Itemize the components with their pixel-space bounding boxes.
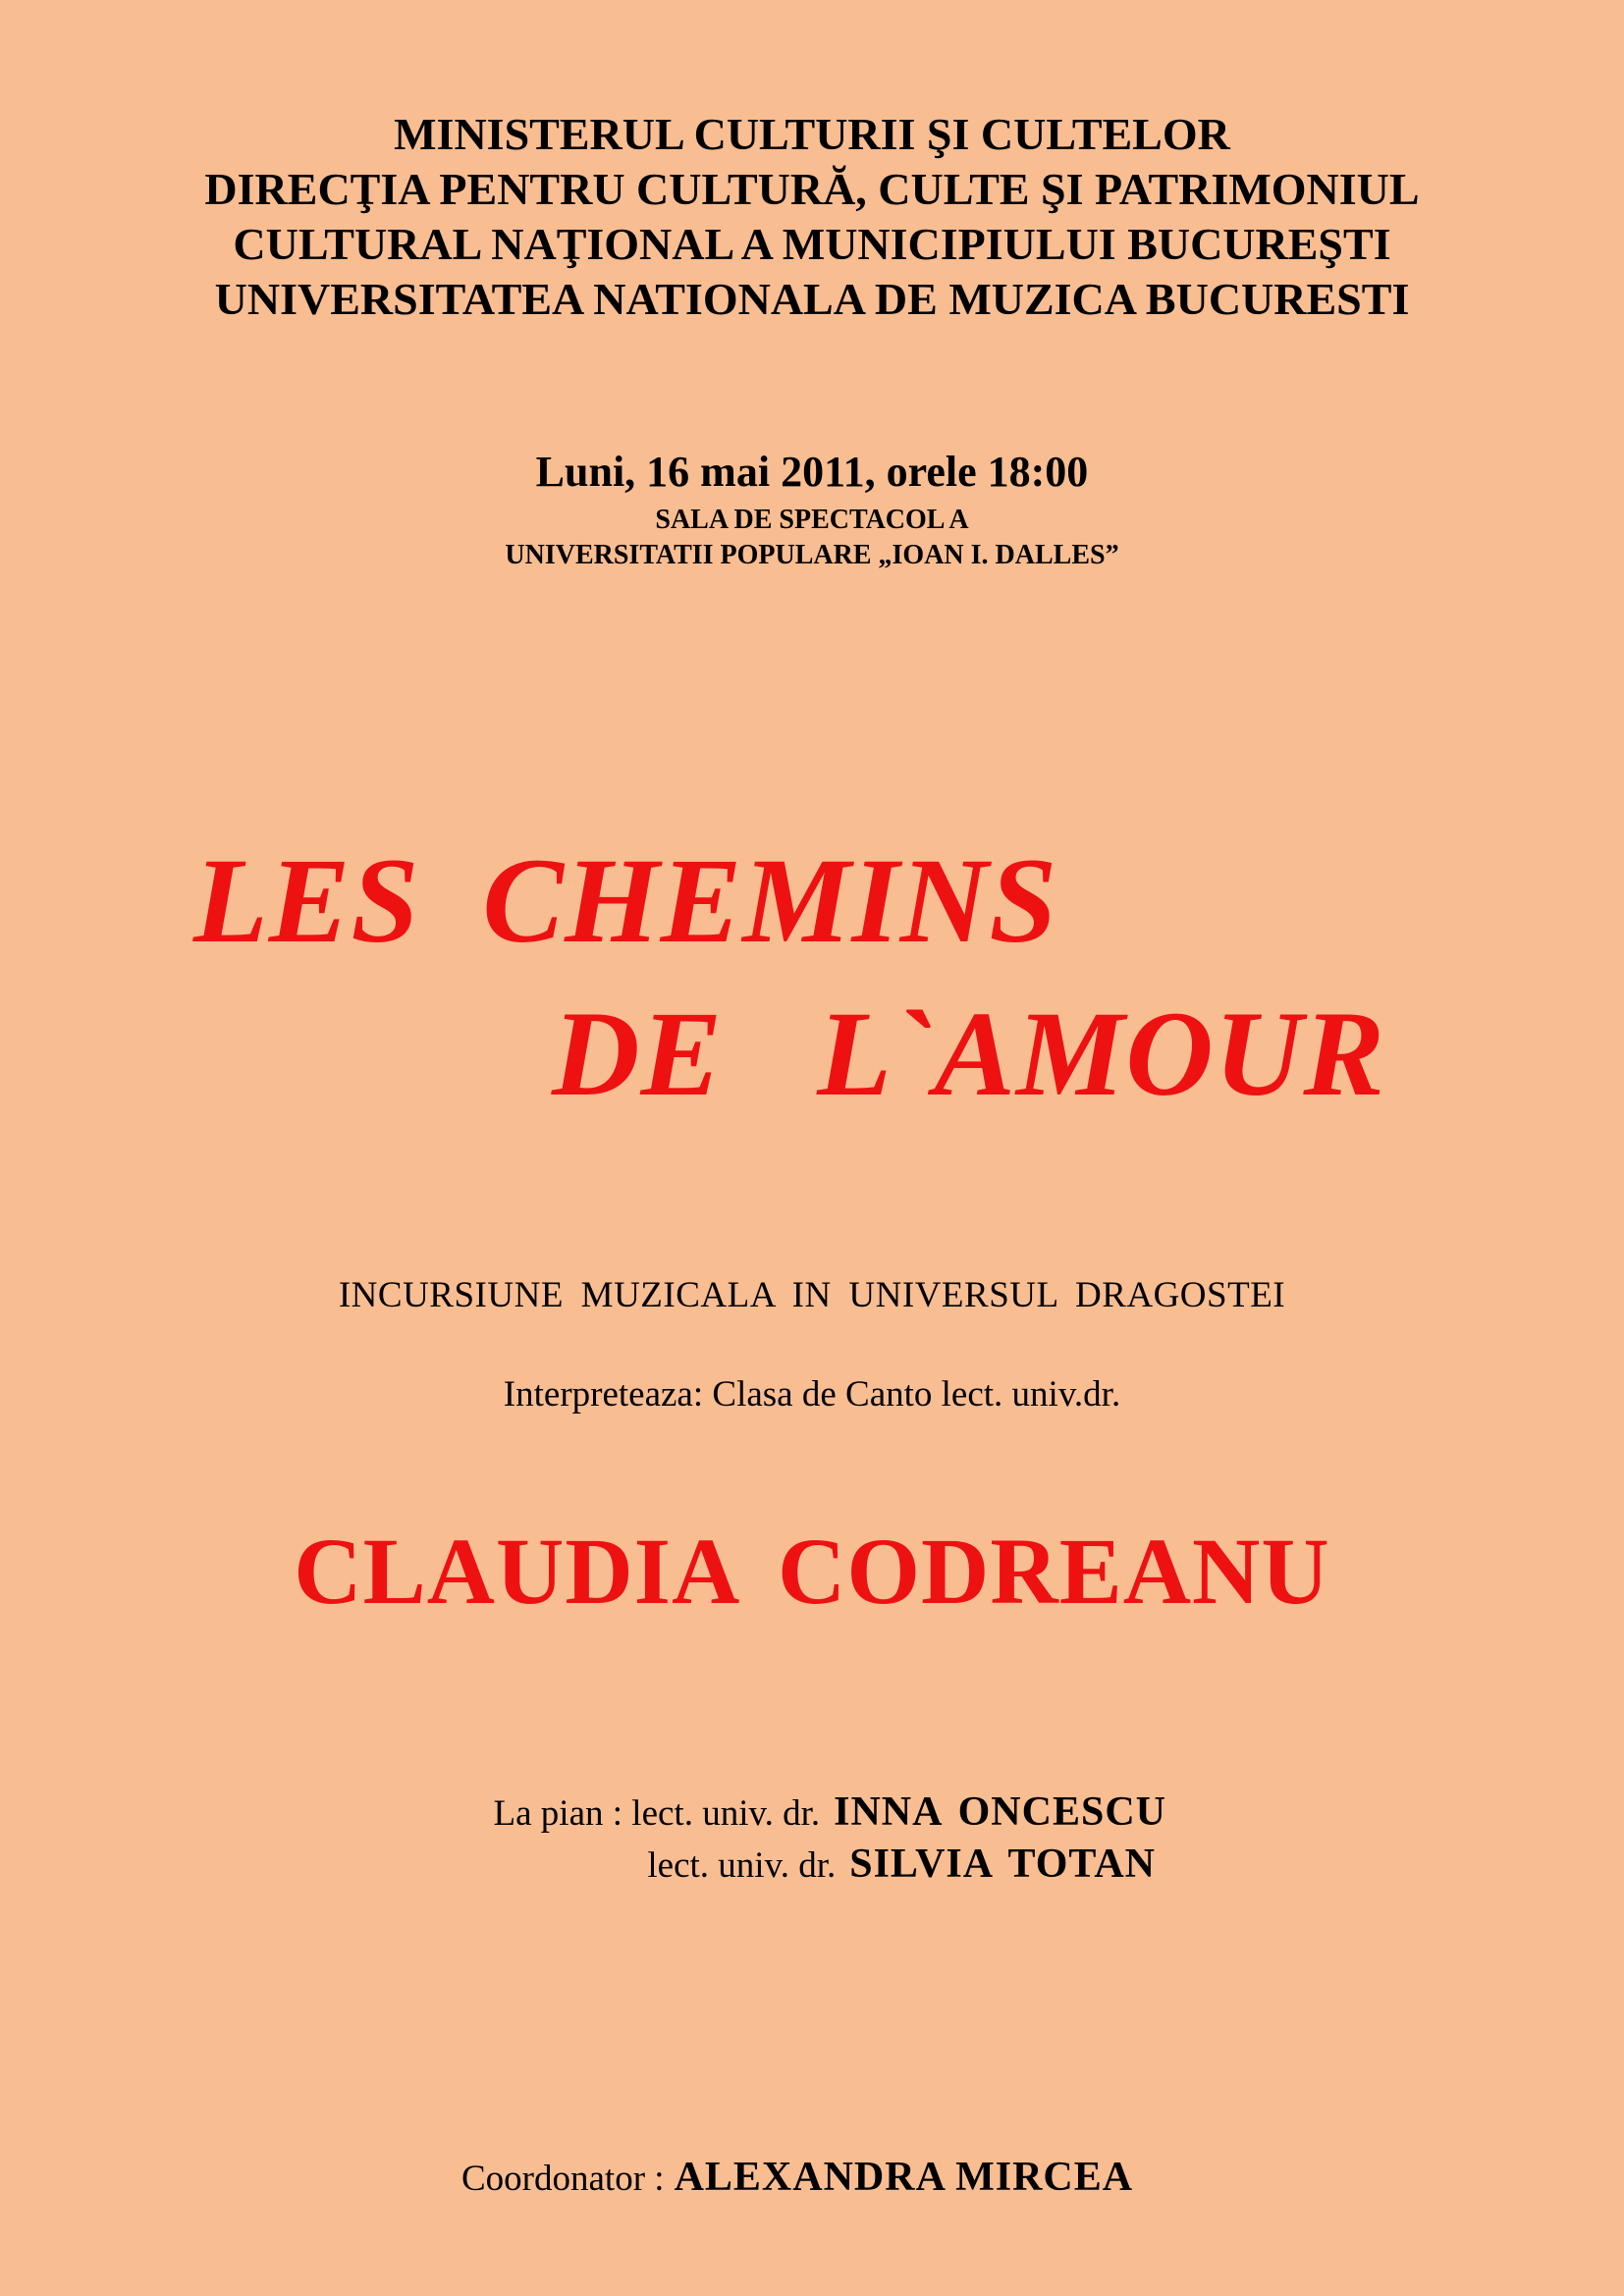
coordinator-label: Coordonator : xyxy=(461,2159,665,2199)
pianist-title: lect. univ. dr. xyxy=(647,1845,837,1886)
performers-intro: Interpreteaza: Clasa de Canto lect. univ.dr. xyxy=(503,1374,1121,1415)
soloist-name: CLAUDIA CODREANU xyxy=(294,1519,1330,1624)
pianist-credit xyxy=(494,1789,1166,1837)
concert-title-line: LES CHEMINS xyxy=(193,833,1058,968)
event-datetime: Luni, 16 mai 2011, orele 18:00 xyxy=(535,448,1089,496)
coordinator-credit xyxy=(461,2155,1133,2202)
event-venue-line: SALA DE SPECTACOL A xyxy=(655,505,969,535)
organizer-line: DIRECŢIA PENTRU CULTURĂ, CULTE ŞI PATRIMONIUL xyxy=(204,164,1420,214)
pianist-name: SILVIA TOTAN xyxy=(849,1842,1156,1887)
organizer-line: UNIVERSITATEA NATIONALA DE MUZICA BUCURESTI xyxy=(214,274,1410,324)
pianist-title: La pian : lect. univ. dr. xyxy=(493,1793,821,1834)
coordinator-name: ALEXANDRA MIRCEA xyxy=(674,2155,1134,2200)
concert-subtitle: INCURSIUNE MUZICALA IN UNIVERSUL DRAGOSTEI xyxy=(338,1275,1286,1315)
pianist-credit xyxy=(647,1842,1156,1889)
organizer-line: CULTURAL NAŢIONAL A MUNICIPIULUI BUCUREŞTI xyxy=(233,219,1391,269)
organizer-line: MINISTERUL CULTURII ŞI CULTELOR xyxy=(394,109,1230,159)
concert-title-line: DE L`AMOUR xyxy=(552,987,1386,1121)
event-venue-line: UNIVERSITATII POPULARE „IOAN I. DALLES” xyxy=(505,540,1119,570)
pianist-name: INNA ONCESCU xyxy=(834,1789,1166,1835)
